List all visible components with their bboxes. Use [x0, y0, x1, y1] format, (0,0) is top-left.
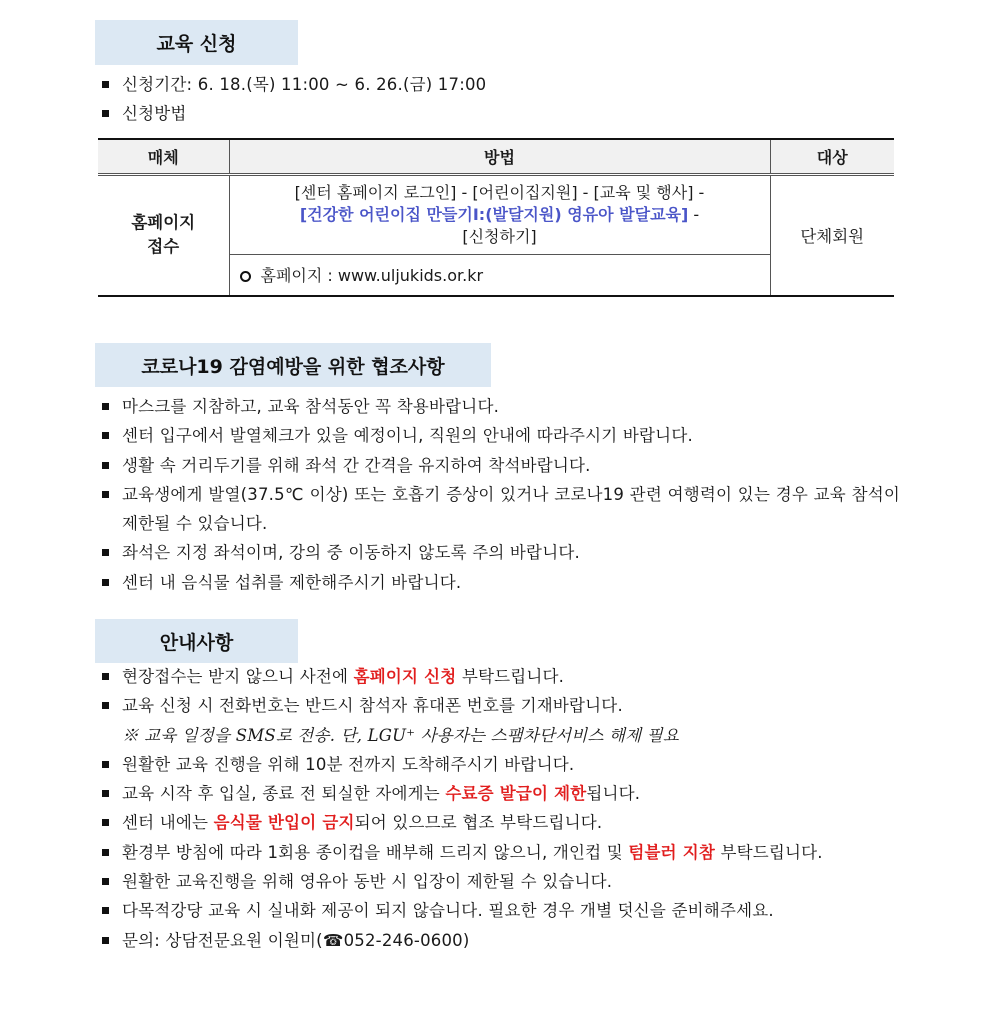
notice-text: 됩니다.: [586, 784, 641, 804]
notice-text: 부탁드립니다.: [456, 667, 565, 686]
table-header-row: [98, 139, 894, 174]
phone-icon: ☎: [322, 930, 344, 950]
emphasis-homepage-apply: 홈페이지 신청: [353, 667, 457, 686]
list-item: 교육생에게 발열(37.5℃ 이상) 또는 호흡기 증상이 있거나 코로나19 관련 여행력이 있는 경우 교육 참석이 제한될 수 있습니다.: [98, 480, 900, 539]
notice-list: [98, 662, 898, 955]
list-item: 다목적강당 교육 시 실내화 제공이 되지 않습니다. 필요한 경우 개별 덧신을 준비해주세요.: [98, 896, 898, 925]
notice-text: 현장접수는 받지 않으니 사전에: [122, 667, 354, 686]
section-header-apply: [95, 20, 298, 65]
list-item: 원활한 교육 진행을 위해 10분 전까지 도착해주시기 바랍니다.: [98, 750, 898, 779]
section-header-notice: [95, 619, 298, 663]
notice-text: 부탁드립니다.: [715, 842, 823, 862]
media-line1: 홈페이지: [131, 213, 196, 233]
list-item: 마스크를 지참하고, 교육 참석동안 꼭 착용바랍니다.: [98, 392, 900, 421]
apply-method-table: [98, 138, 894, 297]
steps-line2: [236, 204, 764, 226]
circle-bullet-icon: [240, 271, 251, 282]
list-item: [98, 662, 898, 691]
col-method-header: 방법: [229, 139, 770, 174]
section-title-notice: 안내사항: [159, 631, 234, 654]
notice-text: 교육 시작 후 입실, 종료 전 퇴실한 자에게는: [122, 784, 446, 804]
apply-period: 신청기간: 6. 18.(목) 11:00 ~ 6. 26.(금) 17:00: [98, 70, 898, 99]
steps-highlight: [건강한 어린이집 만들기Ⅰ:(발달지원) 영유아 발달교육]: [299, 204, 689, 224]
list-item: 교육 신청 시 전화번호는 반드시 참석자 휴대폰 번호를 기재바랍니다.: [98, 691, 898, 720]
section-title-apply: 교육 신청: [156, 33, 237, 55]
list-item: 생활 속 거리두기를 위해 좌석 간 간격을 유지하여 착석바랍니다.: [98, 451, 900, 480]
list-item: 센터 입구에서 발열체크가 있을 예정이니, 직원의 안내에 따라주시기 바랍니다.: [98, 421, 900, 450]
section-header-covid: [95, 343, 491, 387]
list-item: [98, 779, 898, 808]
section-title-covid: 코로나19 감염예방을 위한 협조사항: [141, 355, 445, 378]
list-item: [98, 838, 898, 867]
steps-line2-tail: -: [688, 204, 700, 224]
media-cell: [98, 174, 229, 296]
steps-line1: [센터 홈페이지 로그인] - [어린이집지원] - [교육 및 행사] -: [294, 182, 705, 202]
emphasis-food: 음식물 반입이 금지: [213, 813, 355, 833]
list-item: [98, 808, 898, 837]
list-item: 원활한 교육진행을 위해 영유아 동반 시 입장이 제한될 수 있습니다.: [98, 867, 898, 896]
list-item: [98, 926, 898, 955]
media-line2: 접수: [147, 237, 180, 257]
homepage-cell: [229, 254, 770, 296]
target-cell: 단체회원: [770, 174, 894, 296]
apply-info-list: [98, 70, 898, 129]
apply-method-label: 신청방법: [98, 99, 898, 128]
col-target-header: 대상: [770, 139, 894, 174]
emphasis-tumbler: 텀블러 지참: [628, 842, 715, 862]
col-media-header: 매체: [98, 139, 229, 174]
list-item: 센터 내 음식물 섭취를 제한해주시기 바랍니다.: [98, 568, 900, 597]
list-item: 좌석은 지정 좌석이며, 강의 중 이동하지 않도록 주의 바랍니다.: [98, 538, 900, 567]
sms-note: ※ 교육 일정을 SMS로 전송. 단, LGU⁺ 사용자는 스팸차단서비스 해제 필요: [122, 725, 680, 745]
steps-line3: [신청하기]: [462, 226, 537, 246]
covid-list: [98, 392, 900, 597]
table-row: [98, 174, 894, 254]
notice-text: 되어 있으므로 협조 부탁드립니다.: [354, 813, 603, 833]
contact-phone: 052-246-0600): [343, 930, 470, 950]
emphasis-certificate: 수료증 발급이 제한: [445, 784, 587, 804]
method-steps-cell: [229, 174, 770, 254]
homepage-url[interactable]: 홈페이지 : www.uljukids.or.kr: [260, 266, 484, 286]
notice-text: 환경부 방침에 따라 1회용 종이컵을 배부해 드리지 않으니, 개인컵 및: [122, 842, 629, 862]
notice-text: 문의: 상담전문요원 이원미(: [122, 930, 323, 950]
notice-text: 센터 내에는: [122, 813, 214, 833]
